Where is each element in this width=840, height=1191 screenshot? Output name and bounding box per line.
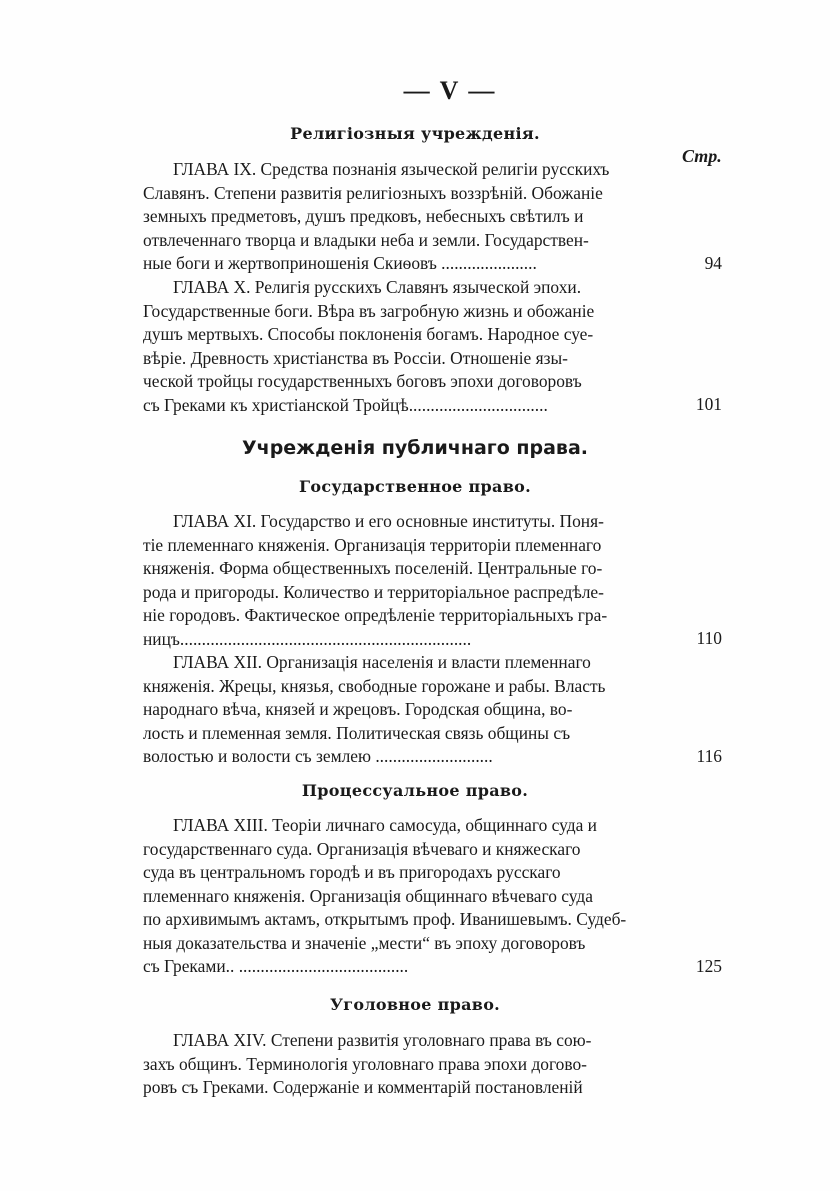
toc-line: земныхъ предметовъ, душъ предковъ, небесныхъ свѣтилъ и — [143, 206, 584, 226]
toc-line: рода и пригороды. Количество и территорiальное распредѣле- — [143, 581, 604, 602]
section-heading-religious: Религiозныя учрежденiя. — [290, 124, 540, 143]
toc-line: княженiя. Форма общественныхъ поселенiй. Центральные го- — [143, 558, 603, 578]
page-ref-chapter-13: 125 — [695, 956, 722, 976]
toc-line: Государственные боги. Вѣра въ загробную жизнь и обожанiе — [143, 300, 595, 321]
toc-line: государственнаго суда. Организацiя вѣчеваго и княжескаго — [143, 838, 581, 859]
toc-line: захъ общинъ. Терминологiя уголовнаго права эпохи догово- — [143, 1053, 587, 1074]
section-heading-criminal-law: Уголовное право. — [329, 995, 501, 1014]
toc-line: по архивимымъ актамъ, открытымъ проф. Иванишевымъ. Судеб- — [143, 909, 627, 929]
toc-line: ные боги и жертвоприношенiя Скиѳовъ ...................... — [143, 253, 537, 273]
toc-line: ныя доказательства и значенiе „мести“ въ эпоху договоровъ — [143, 932, 586, 953]
page-number: — V — — [403, 76, 497, 105]
page-ref-chapter-10: 101 — [695, 394, 722, 414]
toc-line: нiе городовъ. Фактическое опредѣленiе территорiальныхъ гра- — [143, 605, 608, 625]
toc-entry-chapter-11 — [143, 510, 651, 651]
toc-line: ровъ съ Греками. Содержанiе и комментарiй постановленiй — [143, 1077, 583, 1097]
toc-line: вѣрiе. Древность христiанства въ Россiи. Отношенiе язы- — [143, 347, 568, 368]
toc-line: отвлеченнаго творца и владыки неба и земли. Государствен- — [143, 229, 589, 250]
toc-line: лость и племенная земля. Политическая связь общины съ — [143, 722, 571, 743]
toc-line: душъ мертвыхъ. Способы поклоненiя богамъ. Народное суе- — [143, 324, 594, 344]
toc-entry-chapter-14 — [143, 1029, 651, 1100]
toc-line: ГЛАВА XI. Государство и его основные институты. Поня- — [173, 511, 604, 531]
section-heading-state-law: Государственное право. — [299, 477, 531, 496]
toc-line: ГЛАВА XII. Организацiя населенiя и власти племеннаго — [173, 652, 591, 672]
toc-line: племеннаго княженiя. Организацiя общиннаго вѣчеваго суда — [143, 885, 593, 906]
toc-line: ГЛАВА X. Религiя русскихъ Славянъ языческой эпохи. — [173, 277, 582, 297]
page-ref-chapter-12: 116 — [696, 746, 722, 766]
toc-entry-chapter-9 — [143, 158, 651, 276]
toc-line: народнаго вѣча, князей и жрецовъ. Городская община, во- — [143, 699, 573, 719]
toc-line: волостью и волости съ землею ........................... — [143, 746, 493, 766]
section-heading-public-law: Учрежденiя публичнаго права. — [242, 437, 588, 459]
toc-line: ГЛАВА XIV. Степени развитiя уголовнаго права въ сою- — [173, 1030, 592, 1050]
page-ref-chapter-9: 94 — [704, 253, 722, 273]
toc-line: Славянъ. Степени развитiя религiозныхъ воззрѣнiй. Обожанiе — [143, 182, 603, 203]
toc-line: княженiя. Жрецы, князья, свободные горожане и рабы. Власть — [143, 675, 606, 696]
toc-line: ницъ................................................................... — [143, 628, 472, 649]
toc-line: съ Греками.. ....................................... — [143, 956, 409, 976]
toc-line: ГЛАВА XIII. Теорiи личнаго самосуда, общиннаго суда и — [173, 815, 597, 835]
toc-line: ГЛАВА IX. Средства познанiя языческой религiи русскихъ — [173, 159, 610, 179]
toc-line: съ Греками къ христiанской Тройцѣ................................ — [143, 394, 548, 415]
toc-line: ческой тройцы государственныхъ боговъ эпохи договоровъ — [143, 371, 582, 391]
page-column-header: Стр. — [682, 146, 722, 166]
section-heading-procedural-law: Процессуальное право. — [301, 781, 529, 800]
toc-line: суда въ центральномъ городѣ и въ пригородахъ русскаго — [143, 862, 561, 882]
toc-entry-chapter-12 — [143, 651, 651, 769]
toc-entry-chapter-13 — [143, 814, 651, 979]
page-ref-chapter-11: 110 — [696, 628, 722, 648]
toc-line: тiе племеннаго княженiя. Организацiя территорiи племеннаго — [143, 534, 602, 555]
toc-entry-chapter-10 — [143, 276, 651, 417]
